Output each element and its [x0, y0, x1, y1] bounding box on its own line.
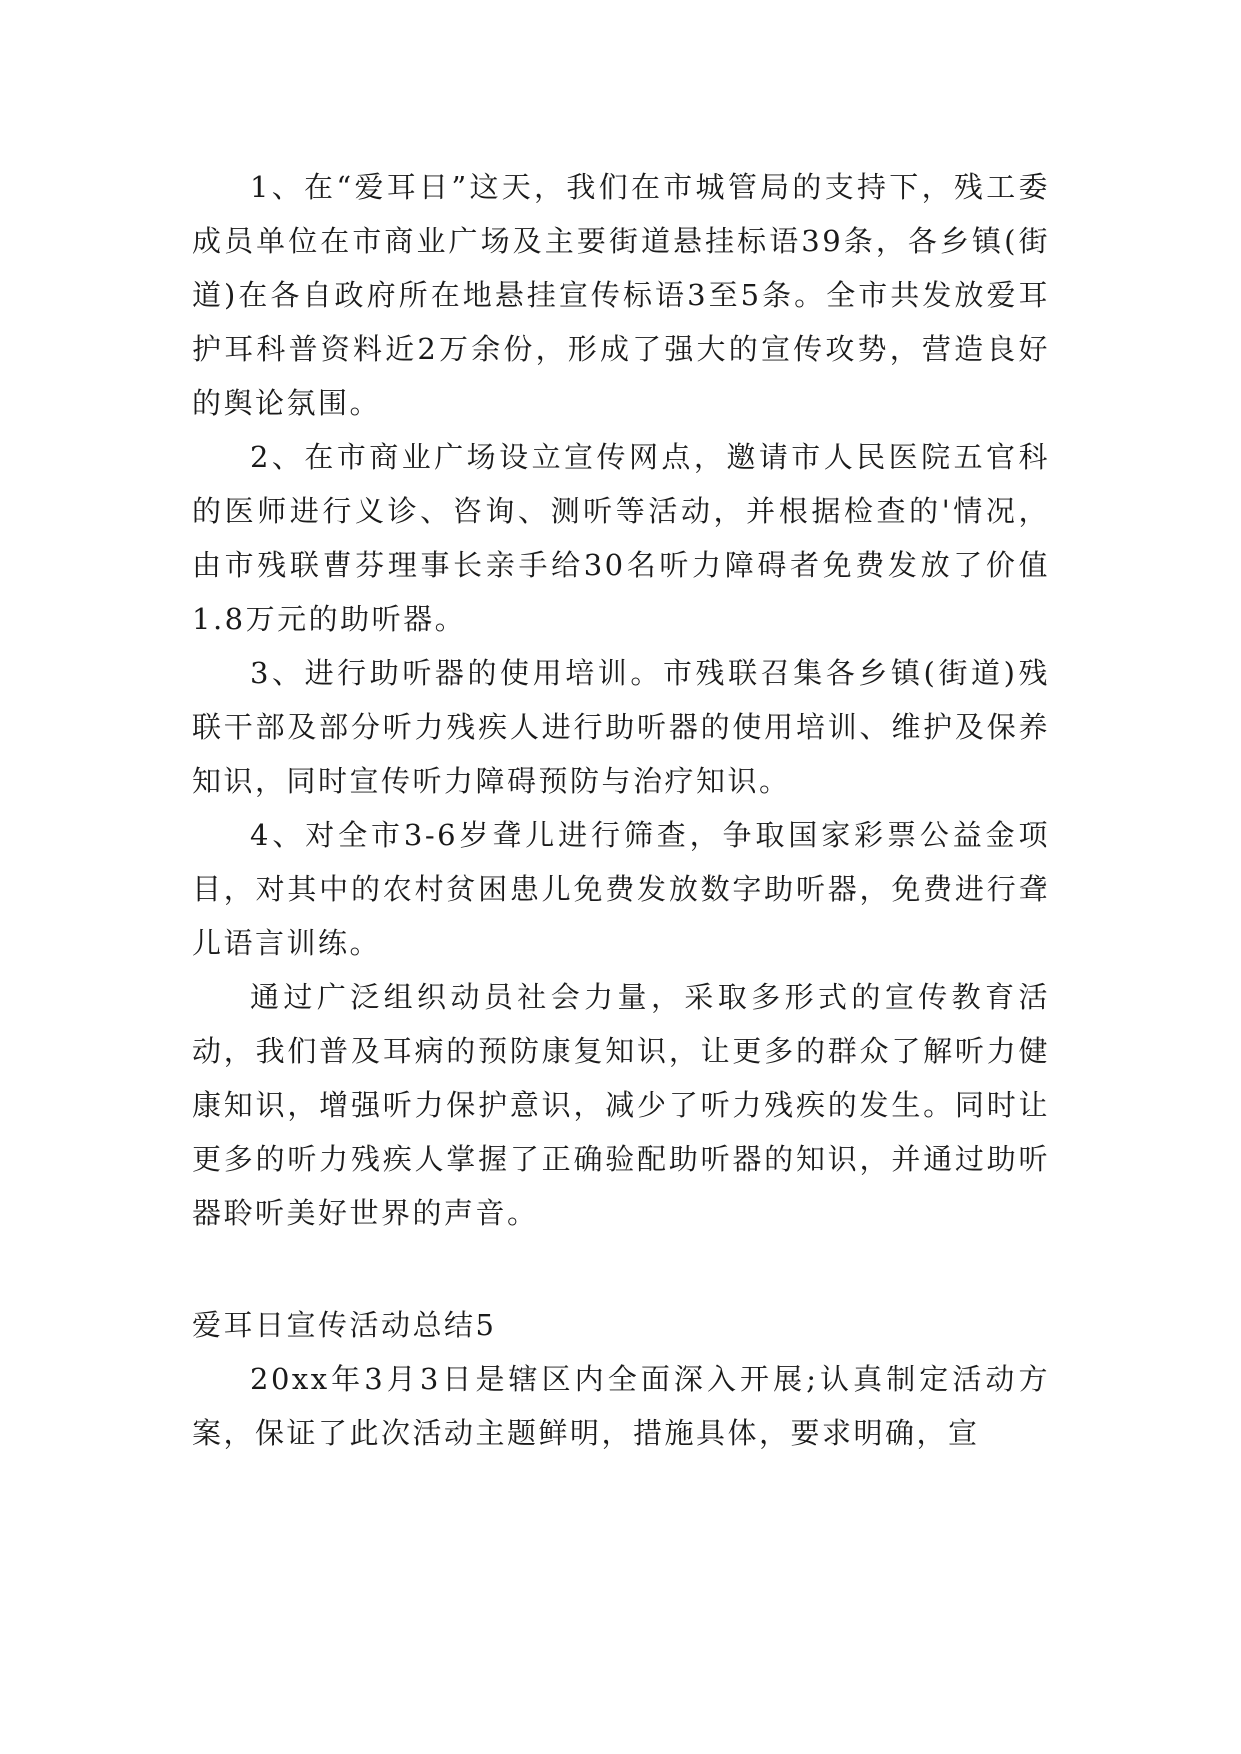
paragraph-summary: 通过广泛组织动员社会力量，采取多形式的宣传教育活动，我们普及耳病的预防康复知识，让更多的群众了解听力健康知识，增强听力保护意识，减少了听力残疾的发生。同时让更多的听力残疾人掌握了正确验配助听器的知识，并通过助听器聆听美好世界的声音。	[192, 980, 1050, 1230]
paragraph-2: 2、在市商业广场设立宣传网点，邀请市人民医院五官科的医师进行义诊、咨询、测听等活动，并根据检查的'情况，由市残联曹芬理事长亲手给30名听力障碍者免费发放了价值1.8万元的助听器。	[192, 440, 1050, 636]
document-body	[192, 160, 1050, 1460]
paragraph-1: 1、在“爱耳日”这天，我们在市城管局的支持下，残工委成员单位在市商业广场及主要街道悬挂标语39条，各乡镇(街道)在各自政府所在地悬挂宣传标语3至5条。全市共发放爱耳护耳科普资料近2万余份，形成了强大的宣传攻势，营造良好的舆论氛围。	[192, 170, 1050, 420]
section-title: 爱耳日宣传活动总结5	[192, 1308, 497, 1342]
section-paragraph-1: 20xx年3月3日是辖区内全面深入开展;认真制定活动方案，保证了此次活动主题鲜明，措施具体，要求明确，宣	[192, 1362, 1050, 1450]
paragraph-4: 4、对全市3-6岁聋儿进行筛查，争取国家彩票公益金项目，对其中的农村贫困患儿免费发放数字助听器，免费进行聋儿语言训练。	[192, 818, 1050, 960]
paragraph-3: 3、进行助听器的使用培训。市残联召集各乡镇(街道)残联干部及部分听力残疾人进行助听器的使用培训、维护及保养知识，同时宣传听力障碍预防与治疗知识。	[192, 656, 1050, 798]
